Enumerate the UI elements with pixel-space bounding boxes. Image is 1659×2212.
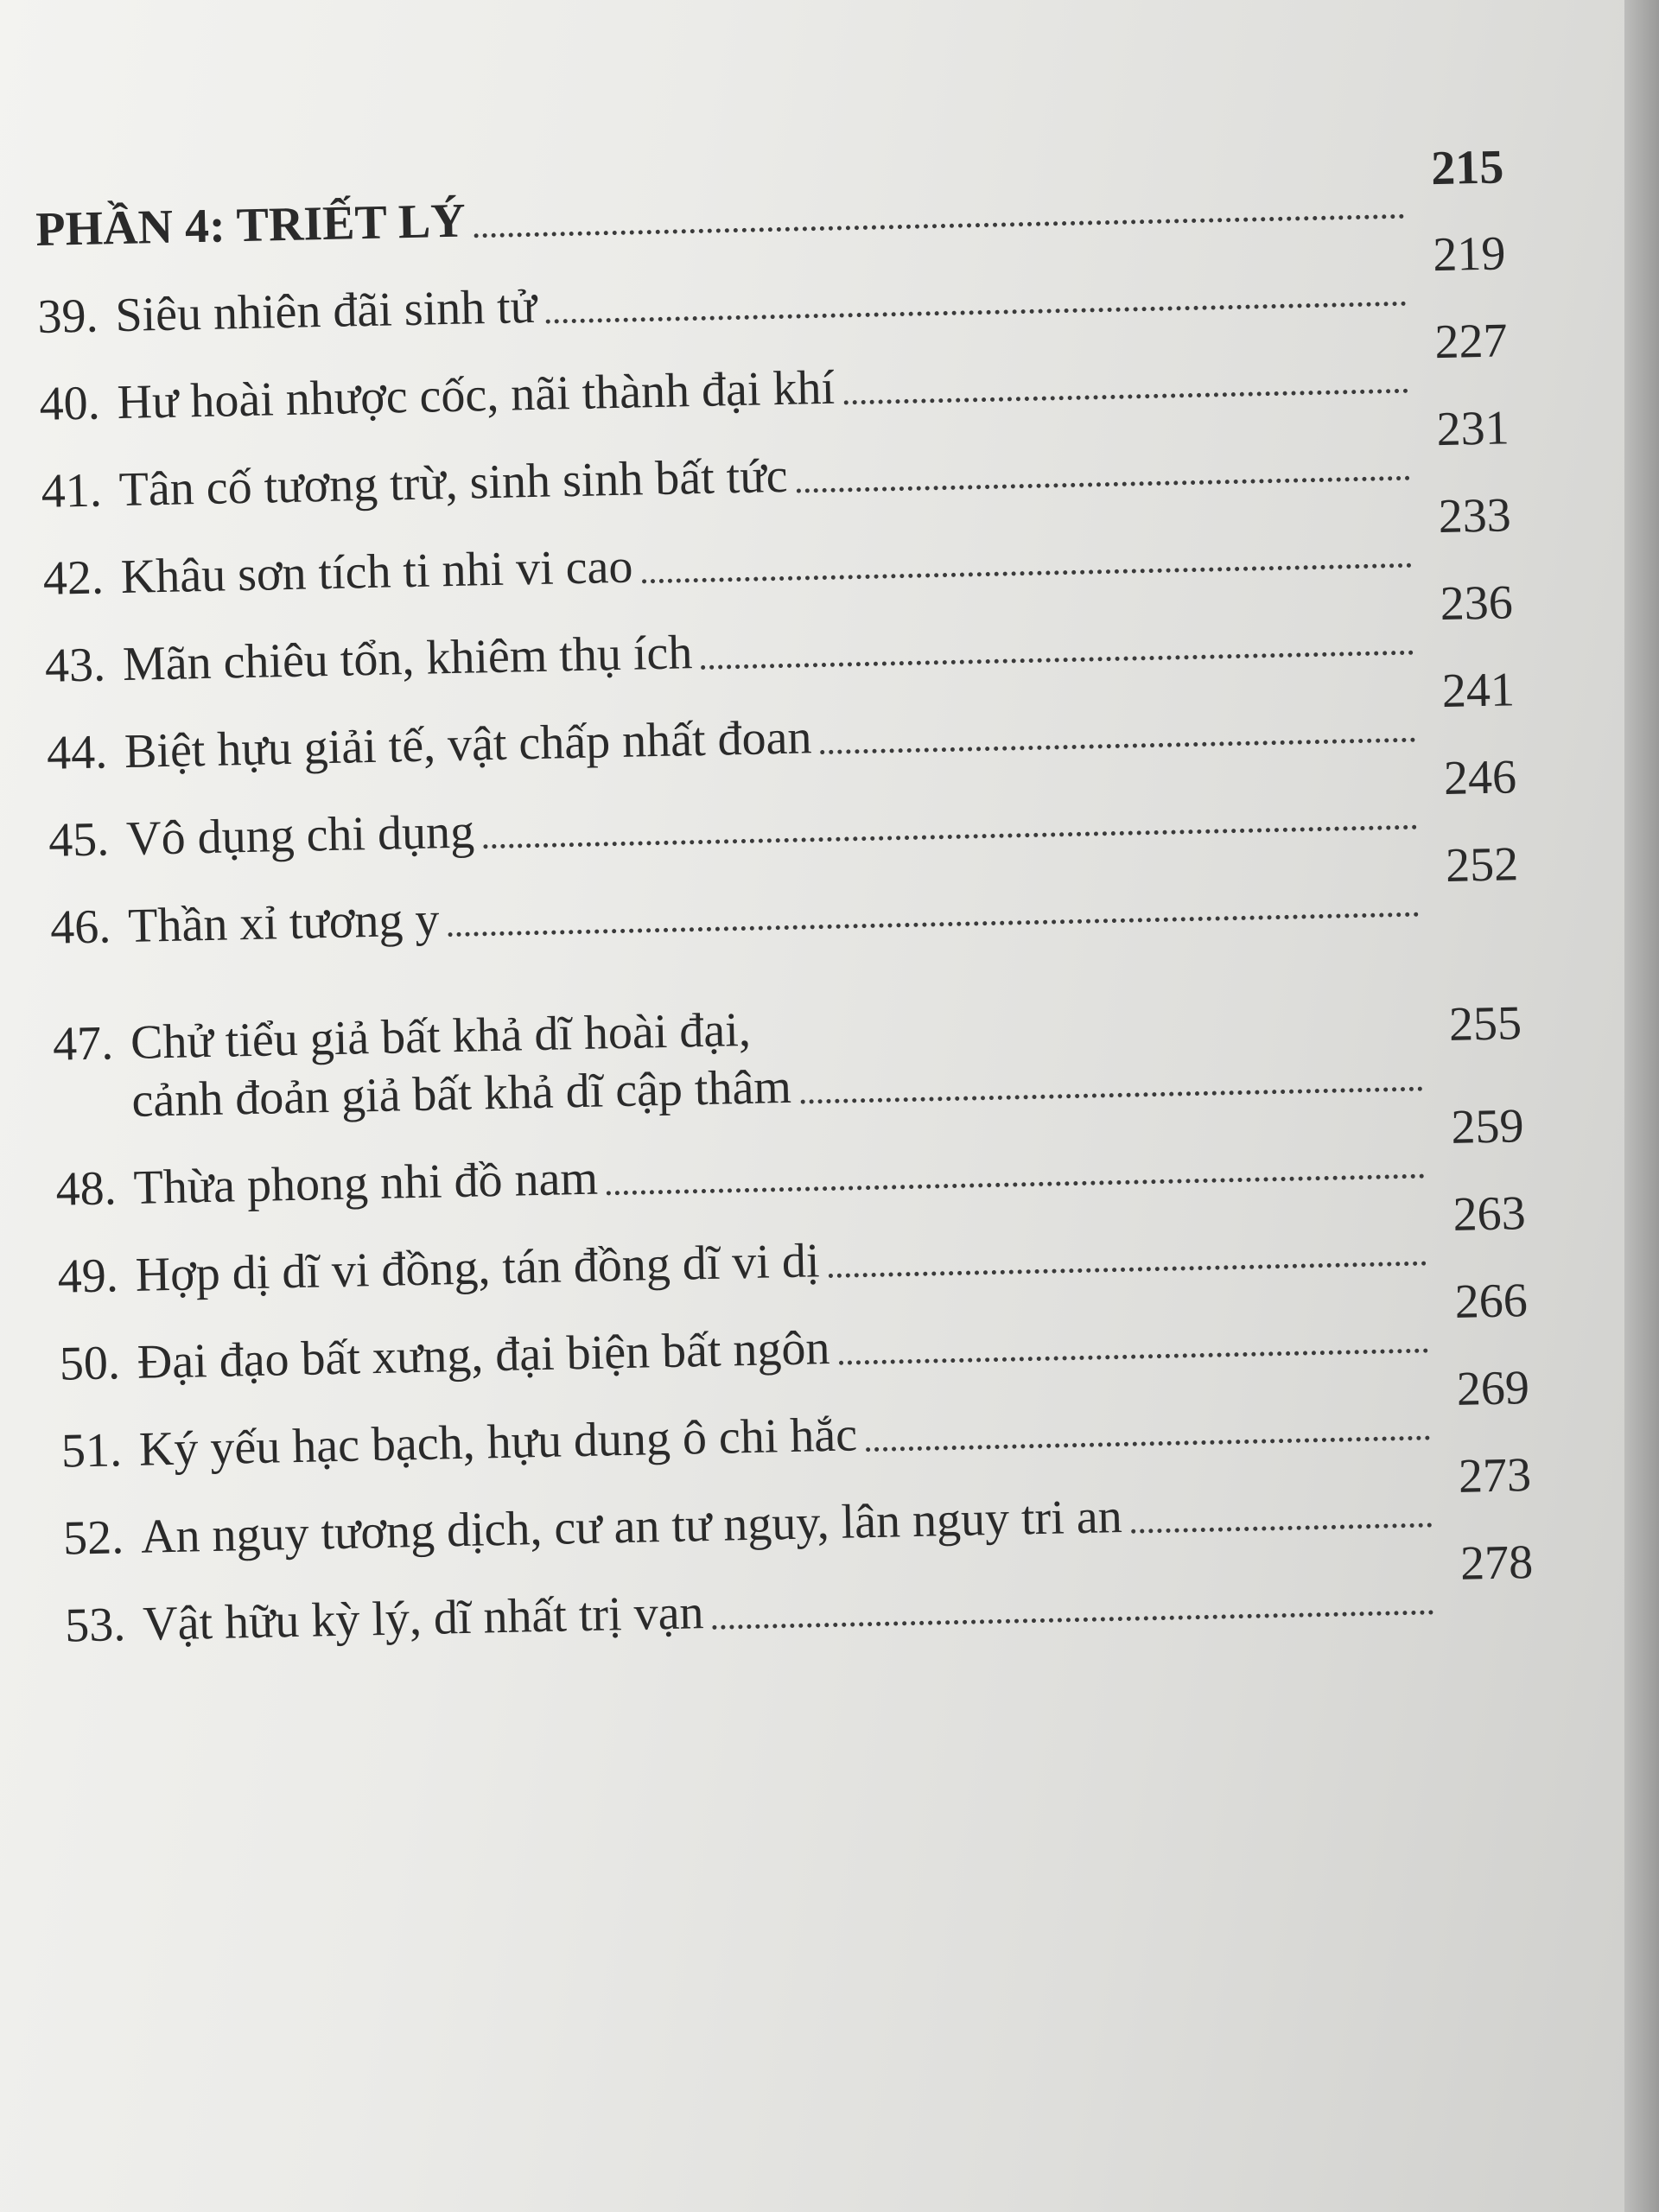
entry-number: 45. [48,812,110,868]
table-of-contents [35,142,1535,1655]
entry-title: Siêu nhiên đãi sinh tử [114,279,537,342]
entry-title: Vô dụng chi dụng [125,804,475,866]
toc-entry-47 [51,926,1523,1132]
page-number: 219 [1432,226,1506,283]
entry-title-line-2: cảnh đoản giả bất khả dĩ cập thâm [130,1059,792,1128]
dot-leader [701,616,1414,670]
page-number: 246 [1443,750,1517,805]
entry-number: 42. [42,550,105,606]
dot-leader [820,703,1415,754]
entry-title: Thừa phong nhi đồ nam [132,1151,599,1215]
page-number: 227 [1433,314,1509,370]
dot-leader [828,1227,1427,1278]
entry-number: 48. [54,1161,118,1217]
entry-number: 50. [59,1336,121,1391]
entry-number: 51. [60,1423,123,1478]
page-number: 241 [1441,663,1516,719]
page-number: 236 [1440,575,1514,632]
dot-leader [606,1140,1424,1196]
entry-number: 47. [52,1015,114,1071]
entry-number: 40. [38,376,101,431]
entry-title: Hợp dị dĩ vi đồng, tán đồng dĩ vi dị [135,1234,821,1302]
page-number: 278 [1459,1535,1534,1591]
dot-leader [1130,1488,1432,1533]
entry-title: Khâu sơn tích ti nhi vi cao [120,539,633,604]
entry-number: 53. [64,1597,126,1653]
entry-number: 49. [57,1249,119,1304]
page-number: 269 [1456,1361,1530,1416]
page-number: 255 [1448,995,1522,1052]
page-number: 273 [1458,1448,1532,1503]
entry-title: Hư hoài nhược cốc, nãi thành đại khí [116,360,836,429]
entry-title-line-1: Chử tiểu giả bất khả dĩ hoài đại, [130,1002,752,1070]
entry-number: 41. [41,463,103,518]
dot-leader [545,267,1407,324]
entry-title: Mãn chiêu tổn, khiêm thụ ích [122,625,693,691]
dot-leader [712,1575,1433,1629]
page-number: 252 [1445,837,1519,893]
entry-number: 39. [36,289,99,344]
dot-leader [448,878,1420,938]
page-number: 231 [1435,401,1510,457]
page-number: 259 [1450,1099,1525,1154]
page-number: 233 [1438,488,1512,544]
dot-leader [865,1402,1430,1452]
dot-leader [474,180,1404,238]
page-edge-shadow [1624,0,1659,2212]
entry-number: 52. [62,1510,124,1566]
dot-leader [838,1314,1428,1365]
page-number: 215 [1430,140,1504,196]
entry-number: 46. [49,899,111,955]
entry-number: 44. [46,725,108,780]
dot-leader [641,529,1412,584]
entry-title: An nguy tương dịch, cư an tư nguy, lân nguy tri an [140,1489,1123,1564]
dot-leader [842,354,1408,405]
entry-title: Thần xỉ tương y [127,893,441,953]
entry-title: Ký yếu hạc bạch, hựu dung ô chi hắc [138,1408,858,1477]
section-title: PHẦN 4: TRIẾT LÝ [35,194,467,257]
dot-leader [796,442,1410,493]
entry-title: Đại đạo bất xưng, đại biện bất ngôn [137,1320,831,1389]
dot-leader [799,1052,1422,1104]
page-number: 263 [1452,1186,1527,1242]
entry-title: Tân cố tương trừ, sinh sinh bất tức [118,448,789,517]
entry-number: 43. [44,638,106,693]
entry-title: Vật hữu kỳ lý, dĩ nhất trị vạn [142,1585,705,1651]
page-number: 266 [1454,1274,1529,1329]
dot-leader [482,791,1417,849]
entry-title: Biệt hựu giải tế, vật chấp nhất đoan [124,710,812,779]
